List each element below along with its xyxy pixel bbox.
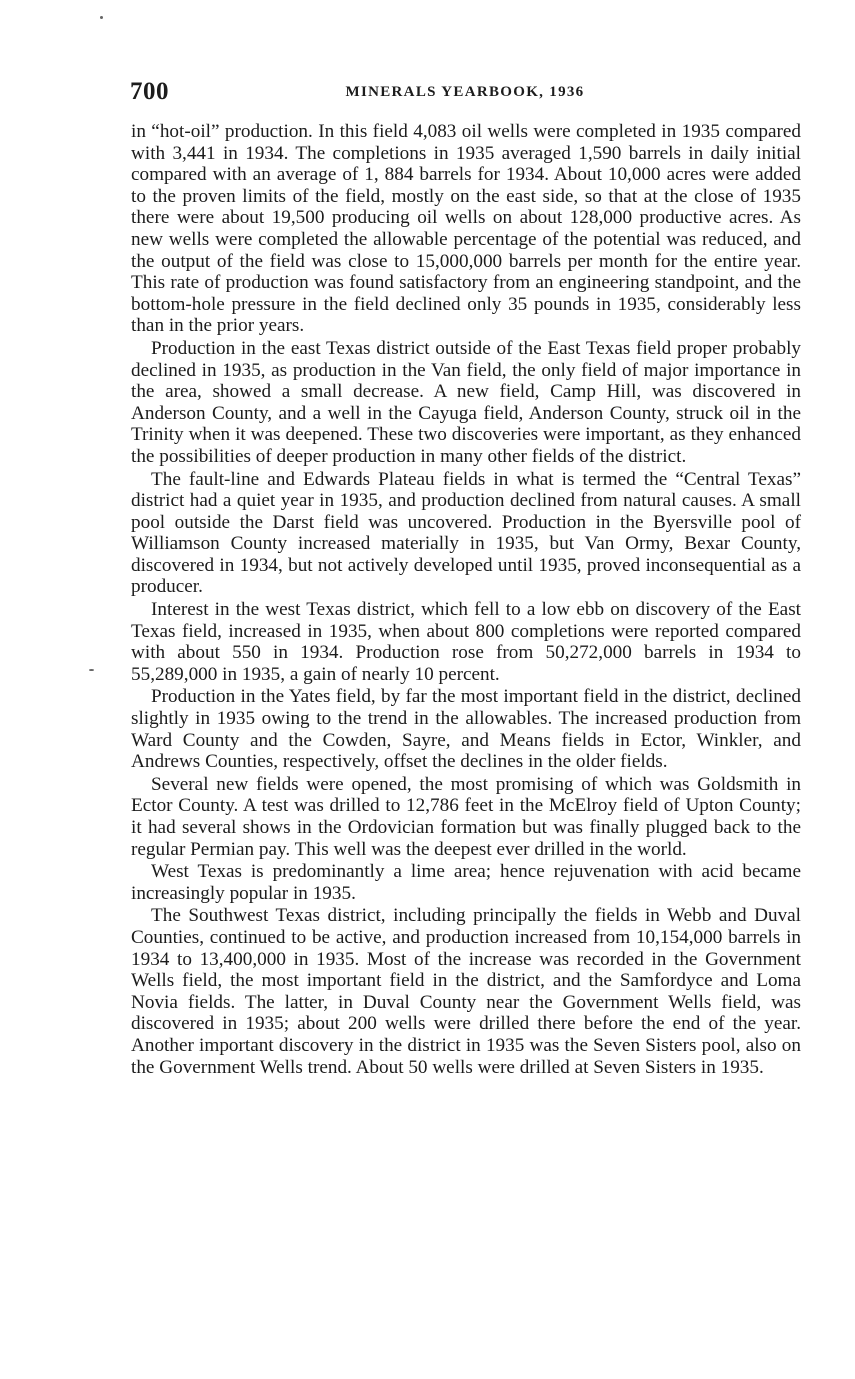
- paragraph: Several new fields were opened, the most promising of which was Goldsmith in Ector County. A test was drilled to 12,786 feet in the McElroy field of Upton County; it had several shows in the Ordovician formation but was finally plugged back to the regular Permian pay. This well was the deepest ever drilled in the world.: [131, 773, 801, 860]
- scan-speck: [89, 669, 94, 671]
- paragraph: The fault-line and Edwards Plateau fields in what is termed the “Central Texas” district had a quiet year in 1935, and production declined from natural causes. A small pool outside the Darst field was uncovered. Production in the Byersville pool of Williamson County increased materially in 1935, but Van Ormy, Bexar County, discovered in 1934, but not actively developed until 1935, proved inconsequential as a producer.: [131, 468, 801, 598]
- paragraph: Production in the Yates field, by far the most important field in the district, declined slightly in 1935 owing to the trend in the allowables. The increased production from Ward County and the Cowden, Sayre, and Means fields in Ector, Winkler, and Andrews Counties, respectively, offset the declines in the older fields.: [131, 686, 801, 773]
- paragraph: West Texas is predominantly a lime area; hence rejuvenation with acid became increasingly popular in 1935.: [131, 861, 801, 904]
- paragraph: Production in the east Texas district outside of the East Texas field proper probably declined in 1935, as production in the Van field, the only field of major importance in the area, showed a small decrease. A new field, Camp Hill, was discovered in Anderson County, and a well in the Cayuga field, Anderson County, struck oil in the Trinity when it was deepened. These two discoveries were important, as they enhanced the possibilities of deeper production in many other fields of the district.: [131, 337, 801, 467]
- paragraph: Interest in the west Texas district, which fell to a low ebb on discovery of the East Texas field, increased in 1935, when about 800 completions were reported compared with about 550 in 1934. Production rose from 50,272,000 barrels in 1934 to 55,289,000 in 1935, a gain of nearly 10 percent.: [131, 599, 801, 685]
- paragraph: The Southwest Texas district, including principally the fields in Webb and Duval Counties, continued to be active, and production increased from 10,154,000 barrels in 1934 to 13,400,000 in 1935. Most of the increase was recorded in the Government Wells field, the most important field in the district, and the Samfordyce and Loma Novia fields. The latter, in Duval County near the Government Wells field, was discovered in 1935; about 200 wells were drilled there before the end of the year. Another important discovery in the district in 1935 was the Seven Sisters pool, also on the Government Wells trend. About 50 wells were drilled at Seven Sisters in 1935.: [131, 905, 801, 1078]
- running-head: MINERALS YEARBOOK, 1936: [345, 84, 585, 100]
- page-number: 700: [130, 78, 169, 105]
- scan-speck: [100, 16, 103, 19]
- page-header: [130, 78, 800, 114]
- body-text: [131, 121, 801, 1079]
- paragraph: in “hot-oil” production. In this field 4,083 oil wells were completed in 1935 compared with 3,441 in 1934. The completions in 1935 averaged 1,590 barrels in daily initial compared with an average of 1, 884 barrels for 1934. About 10,000 acres were added to the proven limits of the field, mostly on the east side, so that at the close of 1935 there were about 19,500 producing oil wells on about 128,000 productive acres. As new wells were completed the allowable percentage of the potential was reduced, and the output of the field was close to 15,000,000 barrels per month for the entire year. This rate of production was found satisfactory from an engineering standpoint, and the bottom-hole pressure in the field declined only 35 pounds in 1935, considerably less than in the prior years.: [131, 121, 801, 337]
